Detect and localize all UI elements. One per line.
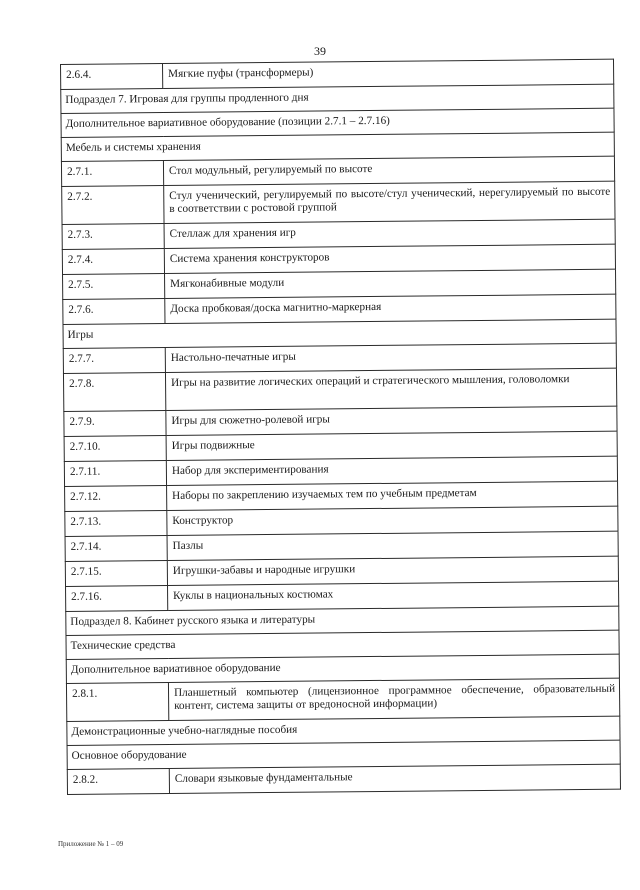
item-code: 2.7.14. xyxy=(65,535,167,561)
subsection-heading: Подраздел 7. Игровая для группы продленного дня xyxy=(61,84,614,113)
item-name: Игрушки-забавы и народные игрушки xyxy=(167,556,618,585)
item-name: Набор для экспериментирования xyxy=(166,456,617,485)
item-code: 2.7.1. xyxy=(61,161,163,187)
group-heading: Демонстрационные учебно-наглядные пособия xyxy=(67,716,620,745)
item-name: Куклы в национальных костюмах xyxy=(168,581,619,610)
item-name: Система хранения конструкторов xyxy=(164,244,615,273)
item-code: 2.7.13. xyxy=(65,510,167,536)
item-name: Мягконабивные модули xyxy=(165,269,616,298)
table-row xyxy=(63,368,616,411)
item-code: 2.7.4. xyxy=(62,249,164,275)
item-code: 2.7.6. xyxy=(63,299,165,325)
group-heading: Основное оборудование xyxy=(67,740,620,769)
table-row xyxy=(66,678,619,721)
footer-reference: Приложение № 1 – 09 xyxy=(58,840,124,848)
group-heading: Дополнительное вариативное оборудование xyxy=(66,654,619,683)
item-name: Наборы по закреплению изучаемых тем по учебным предметам xyxy=(167,481,618,510)
group-heading: Игры xyxy=(63,319,616,348)
item-name: Словари языковые фундаментальные xyxy=(169,764,620,793)
subsection-heading: Подраздел 8. Кабинет русского языка и литературы xyxy=(66,606,619,635)
item-code: 2.8.2. xyxy=(67,768,169,794)
group-heading: Дополнительное вариативное оборудование (позиции 2.7.1 – 2.7.16) xyxy=(61,108,614,137)
item-code: 2.7.12. xyxy=(65,485,167,511)
item-code: 2.7.5. xyxy=(63,274,165,300)
group-heading: Мебель и системы хранения xyxy=(61,132,614,161)
item-name: Конструктор xyxy=(167,506,618,535)
item-code: 2.7.11. xyxy=(64,460,166,486)
group-heading: Технические средства xyxy=(66,630,619,659)
item-code: 2.7.10. xyxy=(64,435,166,461)
table-row xyxy=(62,181,615,224)
item-code: 2.7.3. xyxy=(62,224,164,250)
item-code: 2.7.15. xyxy=(65,560,167,586)
item-code: 2.7.16. xyxy=(66,585,168,611)
item-code: 2.7.7. xyxy=(63,348,165,374)
page-number: 39 xyxy=(314,44,326,58)
item-name: Стол модульный, регулируемый по высоте xyxy=(163,156,614,185)
item-code: 2.7.2. xyxy=(62,186,164,225)
item-name: Настольно-печатные игры xyxy=(165,343,616,372)
item-name: Игры для сюжетно-ролевой игры xyxy=(166,406,617,435)
item-name: Игры подвижные xyxy=(166,431,617,460)
item-code: 2.7.9. xyxy=(64,411,166,437)
item-name: Планшетный компьютер (лицензионное программное обеспечение, образовательный контент, система защиты от вредоносной информации) xyxy=(168,678,619,720)
item-name: Стеллаж для хранения игр xyxy=(164,219,615,248)
table-row xyxy=(67,764,620,794)
item-name: Игры на развитие логических операций и стратегического мышления, головоломки xyxy=(165,368,616,410)
item-name: Мягкие пуфы (трансформеры) xyxy=(163,59,614,88)
item-name: Пазлы xyxy=(167,531,618,560)
item-name: Стул ученический, регулируемый по высоте/стул ученический, нерегулируемый по высоте в соответствии с ростовой группой xyxy=(164,181,615,223)
item-code: 2.6.4. xyxy=(61,64,163,90)
equipment-table xyxy=(60,59,621,795)
item-code: 2.8.1. xyxy=(66,682,168,721)
item-name: Доска пробковая/доска магнитно-маркерная xyxy=(165,294,616,323)
item-code: 2.7.8. xyxy=(63,373,165,412)
